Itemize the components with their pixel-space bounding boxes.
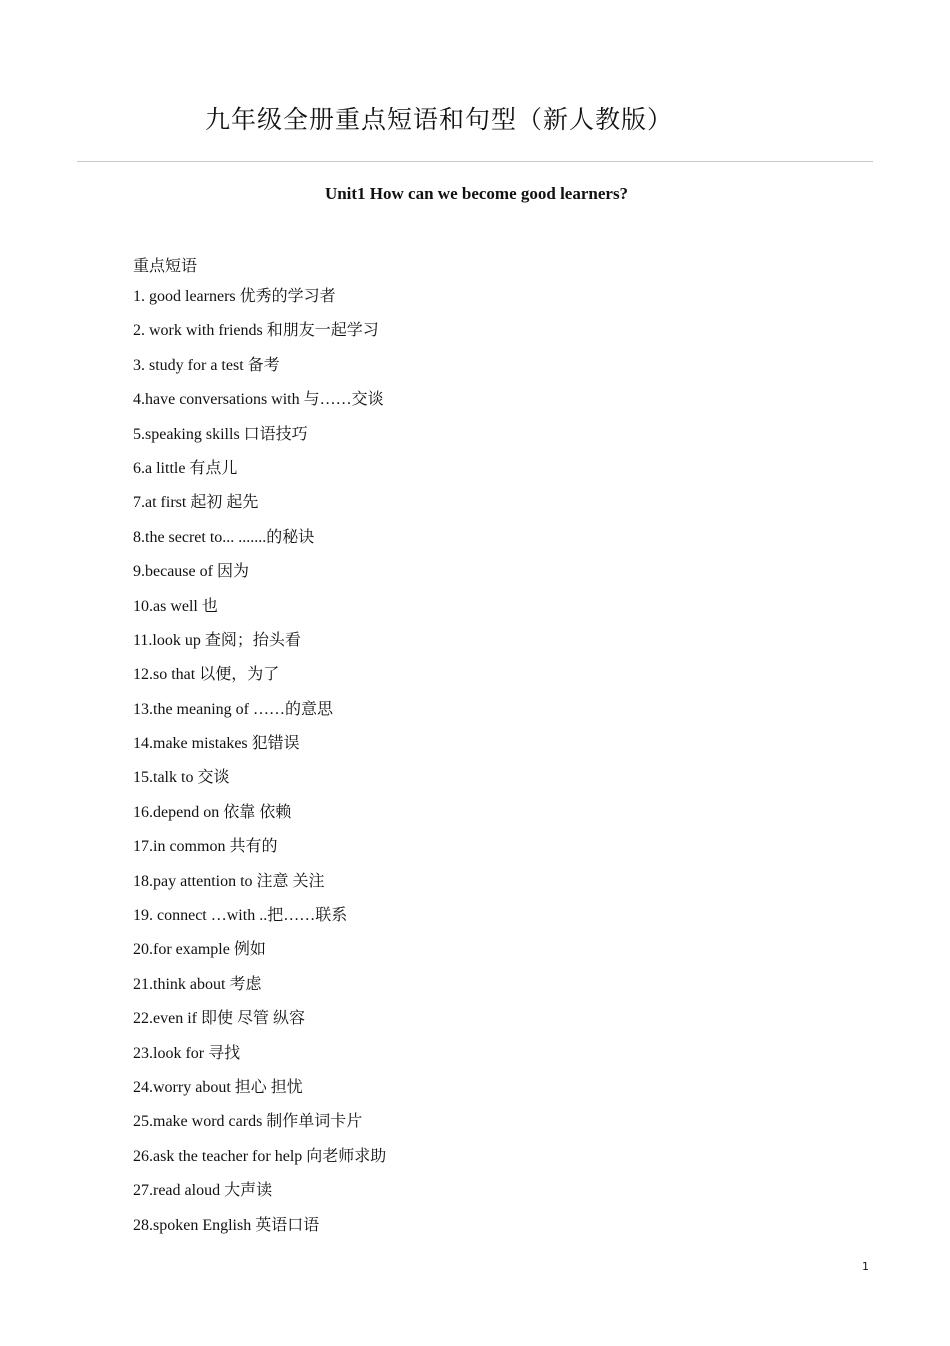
phrase-item: 16.depend on 依靠 依赖 bbox=[133, 803, 292, 821]
phrase-item: 11.look up 查阅；抬头看 bbox=[133, 631, 301, 649]
phrase-item: 24.worry about 担心 担忧 bbox=[133, 1078, 303, 1096]
phrase-item: 17.in common 共有的 bbox=[133, 838, 278, 856]
phrase-item: 23.look for 寻找 bbox=[133, 1044, 241, 1062]
phrase-item: 9.because of 因为 bbox=[133, 563, 249, 581]
phrase-item: 8.the secret to... .......的秘诀 bbox=[133, 528, 315, 546]
phrase-item: 15.talk to 交谈 bbox=[133, 769, 230, 787]
phrase-item: 5.speaking skills 口语技巧 bbox=[133, 425, 308, 443]
title-divider bbox=[77, 161, 873, 162]
section-label: 重点短语 bbox=[133, 256, 198, 275]
phrase-item: 2. work with friends 和朋友一起学习 bbox=[133, 322, 379, 340]
phrase-item: 22.even if 即使 尽管 纵容 bbox=[133, 1010, 305, 1028]
phrase-item: 27.read aloud 大声读 bbox=[133, 1182, 273, 1200]
phrase-item: 12.so that 以便，为了 bbox=[133, 666, 280, 684]
phrase-item: 18.pay attention to 注意 关注 bbox=[133, 872, 325, 890]
unit-heading: Unit1 How can we become good learners? bbox=[324, 184, 629, 203]
phrase-item: 3. study for a test 备考 bbox=[133, 356, 280, 374]
phrase-item: 28.spoken English 英语口语 bbox=[133, 1216, 320, 1234]
phrase-item: 26.ask the teacher for help 向老师求助 bbox=[133, 1147, 387, 1165]
page-number: 1 bbox=[862, 1260, 869, 1273]
phrase-item: 6.a little 有点儿 bbox=[133, 459, 238, 477]
phrase-list bbox=[133, 287, 386, 1250]
phrase-item: 25.make word cards 制作单词卡片 bbox=[133, 1113, 363, 1131]
phrase-item: 13.the meaning of ……的意思 bbox=[133, 700, 333, 718]
phrase-item: 19. connect …with ..把……联系 bbox=[133, 907, 348, 925]
phrase-item: 14.make mistakes 犯错误 bbox=[133, 735, 300, 753]
phrase-item: 10.as well 也 bbox=[133, 597, 218, 615]
phrase-item: 21.think about 考虑 bbox=[133, 975, 262, 993]
phrase-item: 4.have conversations with 与……交谈 bbox=[133, 391, 384, 409]
phrase-item: 1. good learners 优秀的学习者 bbox=[133, 288, 336, 305]
phrase-item: 7.at first 起初 起先 bbox=[133, 494, 259, 512]
document-title: 九年级全册重点短语和句型（新人教版） bbox=[205, 105, 674, 134]
phrase-item: 20.for example 例如 bbox=[133, 941, 266, 959]
